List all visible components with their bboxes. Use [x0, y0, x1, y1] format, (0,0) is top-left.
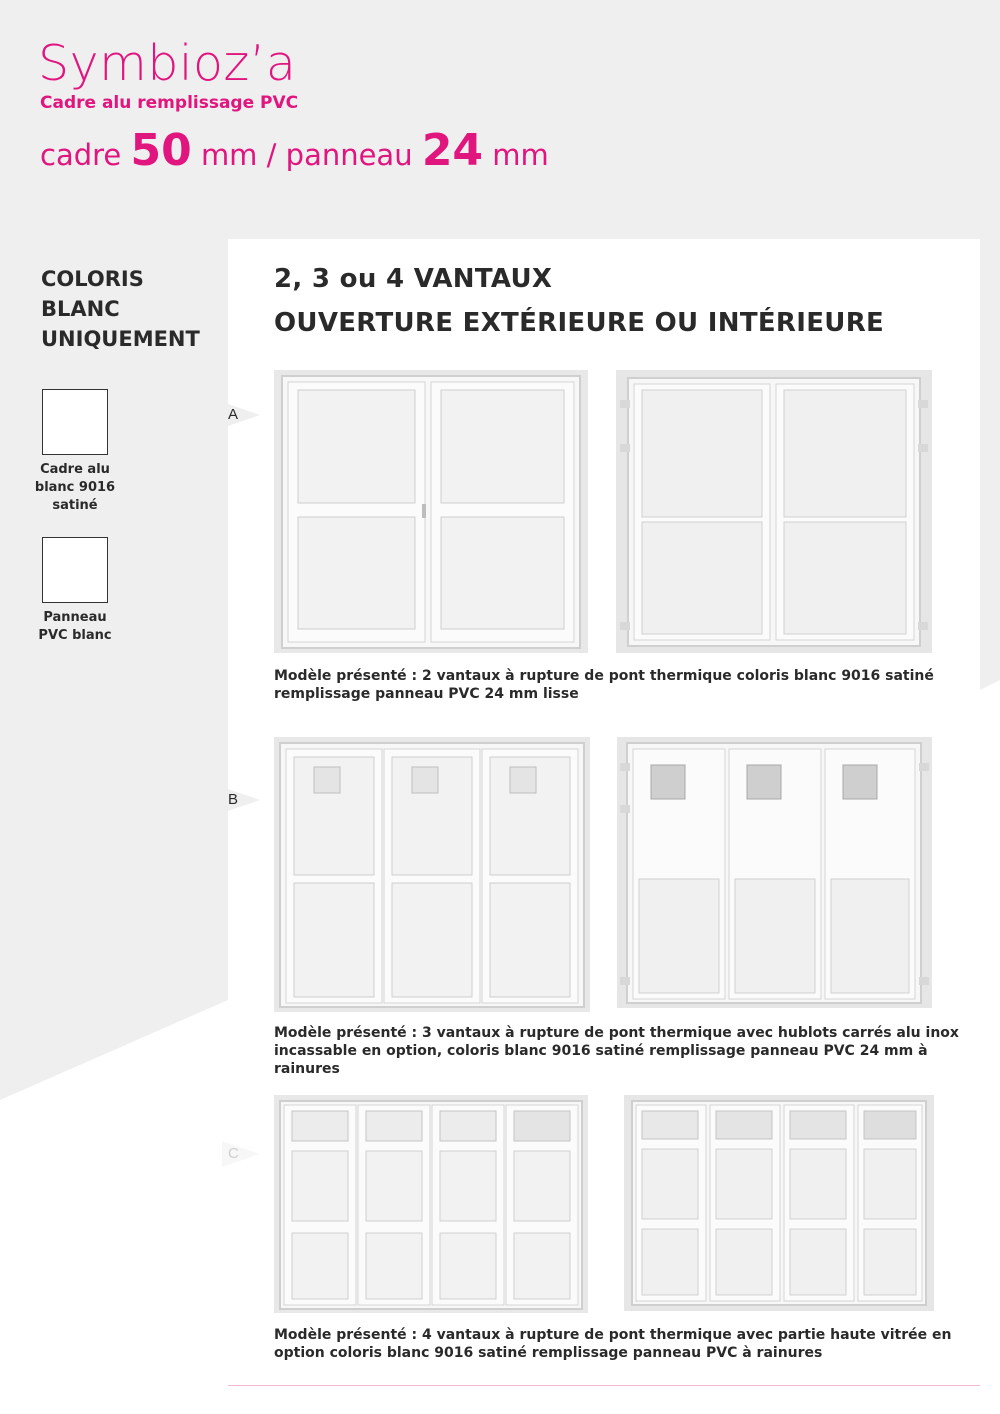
section-marker-c: [222, 1141, 260, 1167]
door-photo-a-interior: [616, 370, 932, 653]
panel-label: panneau: [285, 138, 413, 172]
door-photo-a-exterior: [274, 370, 588, 653]
section-heading-line1: 2, 3 ou 4 VANTAUX: [274, 264, 553, 294]
door-photo-c-exterior: [274, 1095, 588, 1313]
color-swatch-frame: [42, 389, 108, 455]
caption-line: Modèle présenté : 3 vantaux à rupture de pont thermique avec hublots carrés alu inox: [274, 1025, 959, 1041]
caption-line: incassable en option, coloris blanc 9016 satiné remplissage panneau PVC 24 mm à rainures: [274, 1043, 928, 1077]
caption-line: Modèle présenté : 2 vantaux à rupture de pont thermique coloris blanc 9016 satiné: [274, 668, 934, 684]
caption-c: [274, 1326, 964, 1362]
section-marker-b: [222, 787, 260, 813]
swatch-label-frame: [10, 461, 140, 515]
door-photo-b-interior: [617, 737, 932, 1008]
caption-line: option coloris blanc 9016 satiné remplissage panneau PVC à rainures: [274, 1345, 823, 1361]
panel-unit: mm: [492, 138, 549, 172]
caption-b: [274, 1024, 964, 1078]
swatch-label-line: Cadre alu: [40, 462, 110, 477]
product-subtitle: Cadre alu remplissage PVC: [40, 93, 299, 113]
coloris-heading: [41, 264, 200, 354]
footer-divider: [228, 1385, 980, 1386]
color-swatch-panel: [42, 537, 108, 603]
door-photo-b-exterior: [274, 737, 590, 1012]
marker-letter: A: [228, 406, 239, 423]
caption-line: remplissage panneau PVC 24 mm lisse: [274, 686, 579, 702]
swatch-label-line: PVC blanc: [38, 628, 112, 643]
swatch-label-line: blanc 9016: [34, 480, 116, 495]
marker-letter: B: [228, 791, 239, 808]
caption-line: Modèle présenté : 4 vantaux à rupture de pont thermique avec partie haute vitrée en: [274, 1327, 952, 1343]
swatch-label-line: Panneau: [43, 610, 107, 625]
swatch-label-line: satiné: [52, 498, 98, 513]
dimensions-line: [40, 127, 549, 179]
frame-unit: mm /: [200, 138, 277, 172]
panel-value: 24: [421, 125, 484, 176]
swatch-label-panel: [10, 609, 140, 645]
marker-letter: C: [228, 1145, 239, 1162]
product-title: Symbioz’a: [38, 35, 297, 92]
coloris-line: COLORIS: [41, 267, 144, 291]
frame-value: 50: [130, 125, 192, 176]
caption-a: [274, 667, 964, 703]
frame-label: cadre: [40, 138, 122, 172]
coloris-line: UNIQUEMENT: [41, 327, 200, 351]
coloris-line: BLANC: [41, 297, 120, 321]
door-photo-c-interior: [624, 1095, 934, 1311]
section-heading-line2: OUVERTURE EXTÉRIEURE OU INTÉRIEURE: [274, 308, 885, 338]
section-marker-a: [222, 402, 260, 428]
